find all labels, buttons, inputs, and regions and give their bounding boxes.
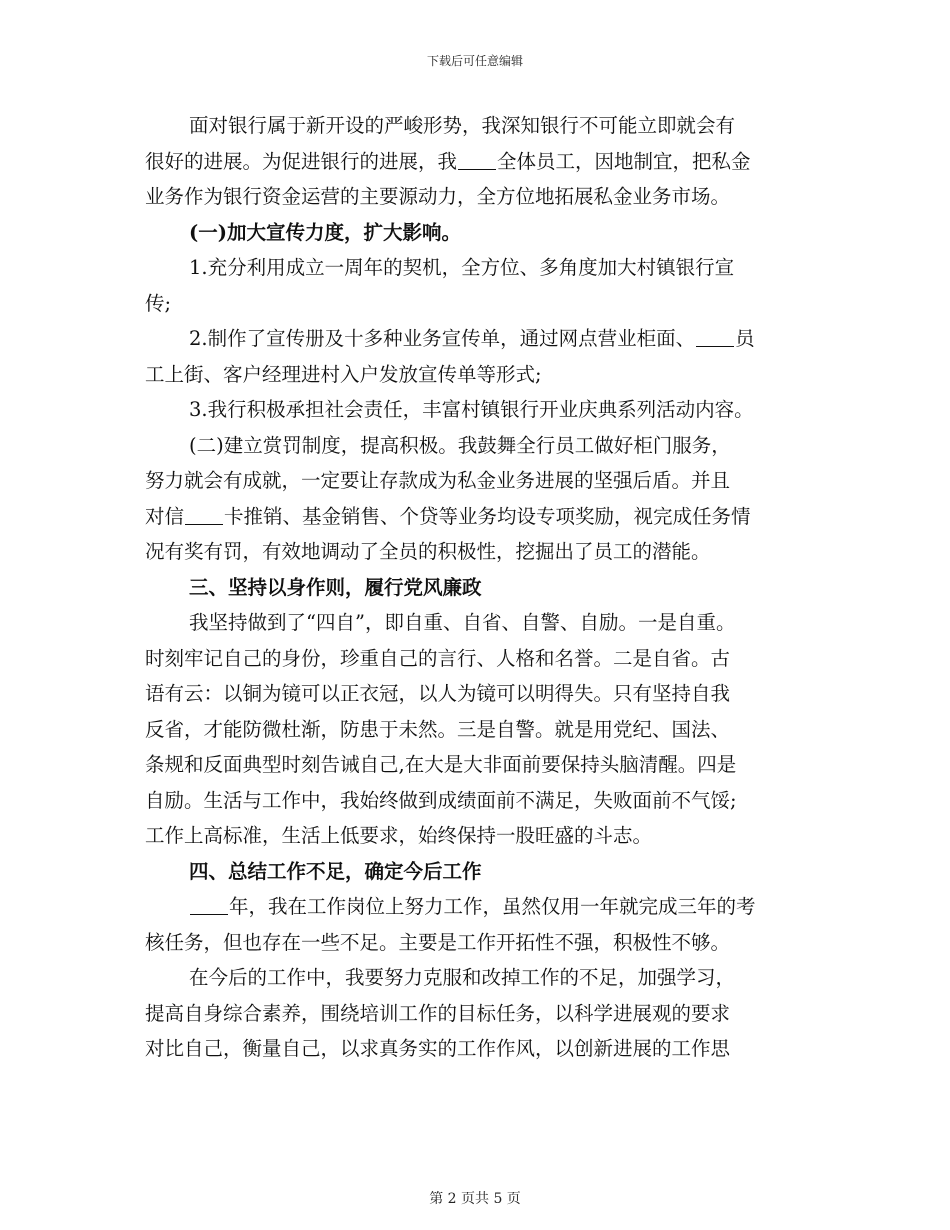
paragraph-line [145,783,815,819]
paragraph-line [145,747,815,783]
page-footer: 第 2 页共 5 页 [429,1191,521,1207]
text-segment: 时刻牢记自己的身份，珍重自己的言行、人格和名誉。二是自省。古 [145,646,731,670]
text-segment: 对信 [145,504,185,528]
paragraph-line [145,960,815,996]
section-heading [145,215,815,251]
paragraph-line [145,1031,815,1067]
paragraph-line [145,250,815,286]
text-segment: 语有云：以铜为镜可以正衣冠，以人为镜可以明得失。只有坚持自我 [145,682,731,705]
paragraph-line [145,286,815,322]
paragraph-line [145,712,815,748]
text-segment: 我坚持做到了“四自”，即自重、自省、自警、自励。一是自重。 [189,611,736,634]
paragraph-line [145,641,815,677]
paragraph-line [145,357,815,393]
text-segment: 提高自身综合素养，围绕培训工作的目标任务，以科学进展观的要求 [145,1001,731,1025]
text-segment: 四、总结工作不足，确定今后工作 [189,859,482,883]
text-segment: 3.我行积极承担社会责任，丰富村镇银行开业庆典系列活动内容。 [189,398,754,421]
text-segment: (二)建立赏罚制度，提高积极。我鼓舞全行员工做好柜门服务， [189,433,731,457]
paragraph-line [145,818,815,854]
text-segment: 员 [735,327,755,350]
text-segment: 对比自己，衡量自己，以求真务实的工作作风，以创新进展的工作思 [145,1037,731,1060]
paragraph-line [145,925,815,961]
text-segment: 2.制作了宣传册及十多种业务宣传单，通过网点营业柜面、 [189,327,696,350]
fill-in-blank [185,506,223,525]
text-segment: 全体员工，因地制宜，把私金 [497,149,751,173]
text-segment: 工上街、客户经理进村入户发放宣传单等形式; [145,362,542,386]
paragraph-line [145,499,815,535]
text-segment: 1.充分利用成立一周年的契机，全方位、多角度加大村镇银行宣 [189,256,735,279]
paragraph-line [145,179,815,215]
paragraph-line [145,676,815,712]
text-segment: (一)加大宣传力度，扩大影响。 [189,220,461,244]
text-segment: 传; [145,291,172,315]
fill-in-blank [190,896,228,915]
text-segment: 况有奖有罚，有效地调动了全员的积极性，挖掘出了员工的潜能。 [145,540,711,563]
section-heading [145,854,815,890]
section-heading [145,570,815,606]
paragraph-line [145,889,815,925]
paragraph-line [145,428,815,464]
text-segment: 反省，才能防微杜渐，防患于未然。三是自警。就是用党纪、国法、 [145,717,731,741]
text-segment: 工作上高标准，生活上低要求，始终保持一股旺盛的斗志。 [145,824,653,847]
text-segment: 年，我在工作岗位上努力工作，虽然仅用一年就完成三年的考 [229,895,756,918]
text-segment: 面对银行属于新开设的严峻形势，我深知银行不可能立即就会有 [189,114,736,137]
text-segment: 业务作为银行资金运营的主要源动力，全方位地拓展私金业务市场。 [145,185,731,208]
text-segment: 自励。生活与工作中，我始终做到成绩面前不满足，失败面前不气馁; [145,788,737,812]
text-segment: 核任务，但也存在一些不足。主要是工作开拓性不强，积极性不够。 [145,930,731,954]
text-segment: 在今后的工作中，我要努力克服和改掉工作的不足，加强学习， [189,966,736,989]
text-segment: 卡推销、基金销售、个贷等业务均设专项奖励，视完成任务情 [224,504,751,528]
paragraph-line [145,108,815,144]
paragraph-line [145,996,815,1032]
text-segment: 三、坚持以身作则，履行党风廉政 [189,575,482,599]
paragraph-line [145,534,815,570]
fill-in-blank [696,328,734,347]
page-header: 下载后可任意编辑 [426,54,523,68]
paragraph-line [145,605,815,641]
document-body [145,108,815,1067]
paragraph-line [145,392,815,428]
fill-in-blank [458,151,496,170]
text-segment: 很好的进展。为促进银行的进展，我 [145,149,458,173]
text-segment: 条规和反面典型时刻告诫自己,在大是大非面前要保持头脑清醒。四是 [145,753,737,776]
paragraph-line [145,321,815,357]
paragraph-line [145,463,815,499]
text-segment: 努力就会有成就，一定要让存款成为私金业务进展的坚强后盾。并且 [145,469,731,492]
paragraph-line [145,144,815,180]
